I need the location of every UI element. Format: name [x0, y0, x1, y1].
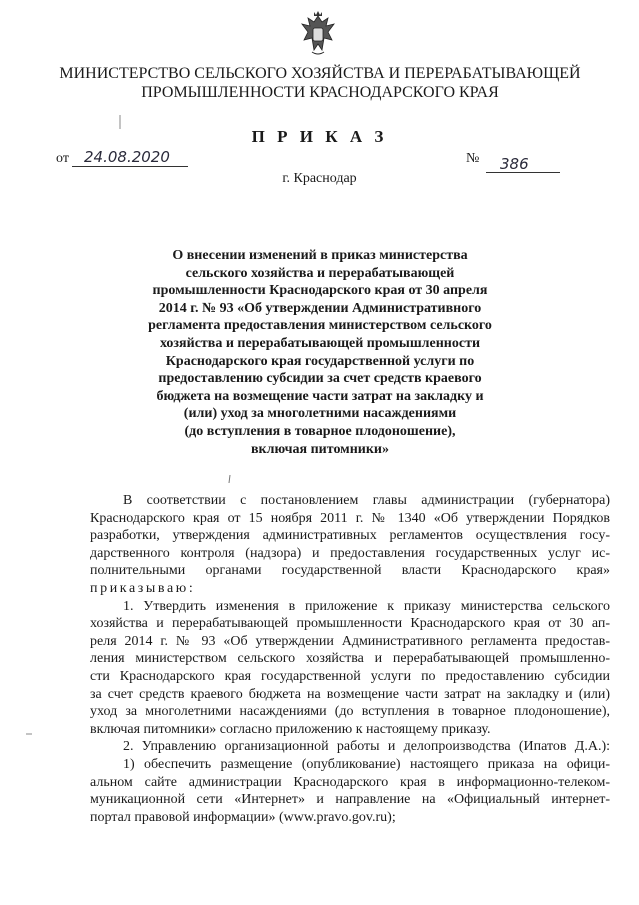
body-line: уход за многолетними насаждениями (до вступления в товарное плодоношение), [90, 704, 610, 720]
ministry-name [30, 64, 610, 102]
subject-line: Краснодарского края государственной услуги по [165, 353, 475, 369]
number-label: № [466, 151, 480, 166]
body-line: полнительными органами государственной власти Краснодарского края» [90, 563, 610, 579]
order-body [90, 492, 610, 826]
issue-city: г. Краснодар [282, 171, 357, 186]
subject-line: (или) уход за многолетними насаждениями [183, 406, 457, 422]
ministry-name-line: ПРОМЫШЛЕННОСТИ КРАСНОДАРСКОГО КРАЯ [141, 84, 499, 101]
subject-line: сельского хозяйства и перерабатывающей [185, 265, 455, 281]
subject-line: 2014 г. № 93 «Об утверждении Административного [158, 300, 482, 316]
body-line: дарственного контроля (надзора) и предоставления государственных услуг ис- [90, 545, 610, 561]
subject-line: включая питомники» [251, 441, 389, 457]
body-line: муникационной сети «Интернет» и направление на «Официальный интернет- [90, 792, 610, 808]
body-line: 1) обеспечить размещение (опубликование) настоящего приказа на офици- [123, 756, 610, 772]
scan-speck [118, 115, 122, 131]
body-line: сти Краснодарского края государственной услуги по предоставлению субсидии [90, 668, 610, 684]
body-line: включая питомники» согласно приложению к настоящему приказу. [90, 721, 491, 737]
body-line: реля 2014 г. № 93 «Об утверждении Административного регламента предостав- [90, 633, 610, 649]
coat-of-arms-emblem [298, 10, 338, 58]
scan-speck [26, 732, 34, 736]
body-line: ления министерством сельского хозяйства и перерабатывающей промышленно- [90, 651, 610, 667]
order-date: 24.08.2020 [84, 148, 170, 166]
ministry-name-line: МИНИСТЕРСТВО СЕЛЬСКОГО ХОЗЯЙСТВА И ПЕРЕРАБАТЫВАЮЩЕЙ [59, 65, 581, 82]
subject-line: регламента предоставления министерством сельского [148, 318, 492, 334]
body-line: 2. Управлению организационной работы и делопроизводства (Ипатов Д.А.): [123, 739, 610, 755]
body-line: альном сайте администрации Краснодарского края в информационно-телеком- [90, 774, 610, 790]
subject-line: О внесении изменений в приказ министерства [172, 248, 468, 263]
subject-line: бюджета на возмещение части затрат на закладку и [156, 388, 484, 404]
order-subject [130, 247, 510, 458]
body-line: портал правовой информации» (www.pravo.gov.ru); [90, 809, 396, 825]
body-line: Краснодарского края от 15 ноября 2011 г. № 1340 «Об утверждении Порядков [90, 510, 610, 526]
body-line: 1. Утвердить изменения в приложение к приказу министерства сельского [123, 598, 610, 614]
subject-line: хозяйства и перерабатывающей промышленности [159, 335, 481, 351]
body-line: разработки, утверждения административных регламентов осуществления госу- [90, 528, 610, 544]
body-line: приказываю: [90, 580, 196, 596]
subject-line: предоставлению субсидии за счет средств краевого [158, 371, 482, 387]
body-line: В соответствии с постановлением главы администрации (губернатора) [123, 493, 610, 508]
body-line: за счет средств краевого бюджета на возмещение части затрат на закладку и (или) [90, 686, 610, 702]
order-number: 386 [500, 155, 529, 173]
subject-line: промышленности Краснодарского края от 30 апреля [152, 283, 488, 299]
scan-speck [228, 475, 232, 485]
subject-line: (до вступления в товарное плодоношение), [184, 423, 456, 439]
document-type-title: П Р И К А З [251, 127, 388, 146]
date-label: от [56, 151, 69, 166]
body-line: хозяйства и перерабатывающей промышленности Краснодарского края от 30 ап- [90, 616, 610, 632]
date-underline [72, 166, 188, 167]
